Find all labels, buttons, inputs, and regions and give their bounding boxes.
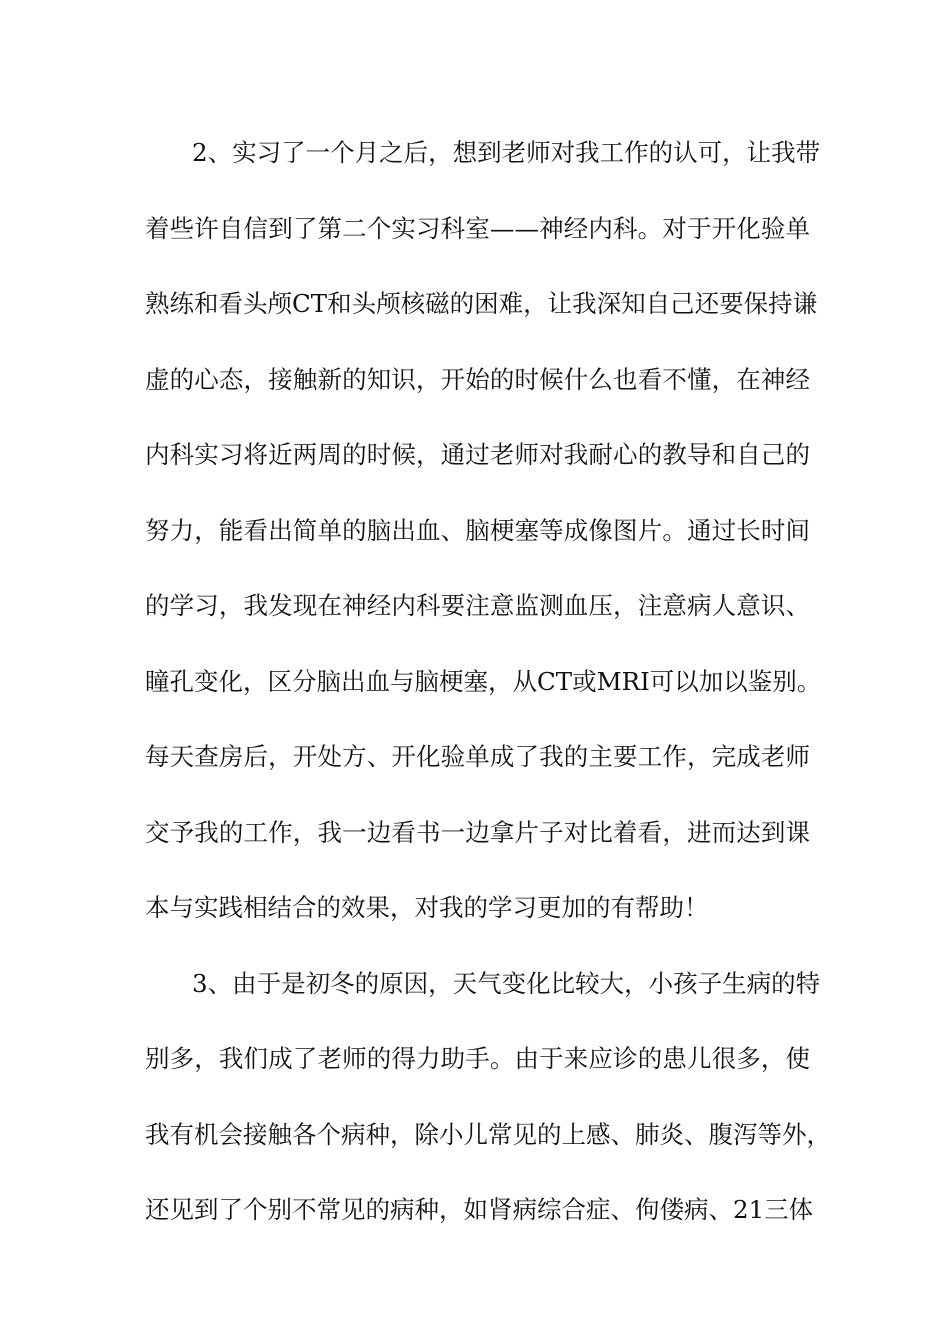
paragraph-2-line-11: 本与实践相结合的效果，对我的学习更加的有帮助！ (145, 893, 709, 922)
paragraph-2-line-5: 内科实习将近两周的时候，通过老师对我耐心的教导和自己的 (145, 440, 810, 469)
paragraph-2-line-2: 着些许自信到了第二个实习科室——神经内科。对于开化验单 (145, 213, 810, 243)
paragraph-2-line-4: 虚的心态，接触新的知识，开始的时候什么也看不懂，在神经 (145, 364, 810, 394)
paragraph-2-line-9: 每天查房后，开处方、开化验单成了我的主要工作，完成老师 (145, 742, 810, 771)
body-text (145, 122, 831, 1255)
paragraph-3-line-1: 3、由于是初冬的原因，天气变化比较大，小孩子生病的特 (192, 968, 821, 998)
paragraph-2-line-10: 交予我的工作，我一边看书一边拿片子对比着看，进而达到课 (145, 817, 810, 847)
paragraph-2-line-6: 努力，能看出简单的脑出血、脑梗塞等成像图片。通过长时间 (145, 515, 810, 545)
paragraph-2-line-3: 熟练和看头颅CT和头颅核磁的困难，让我深知自己还要保持谦 (145, 289, 818, 318)
paragraph-3-line-2: 别多，我们成了老师的得力助手。由于来应诊的患儿很多，使 (145, 1044, 810, 1073)
paragraph-3-line-3: 我有机会接触各个病种，除小儿常见的上感、肺炎、腹泻等外， (145, 1119, 831, 1149)
paragraph-2-line-1: 2、实习了一个月之后，想到老师对我工作的认可，让我带 (192, 138, 821, 167)
paragraph-3-line-4: 还见到了个别不常见的病种，如肾病综合症、佝偻病、21三体 (145, 1195, 814, 1224)
paragraph-2-line-7: 的学习，我发现在神经内科要注意监测血压，注意病人意识、 (145, 591, 810, 620)
paragraph-2-line-8: 瞳孔变化，区分脑出血与脑梗塞，从CT或MRI可以加以鉴别。 (145, 666, 822, 696)
